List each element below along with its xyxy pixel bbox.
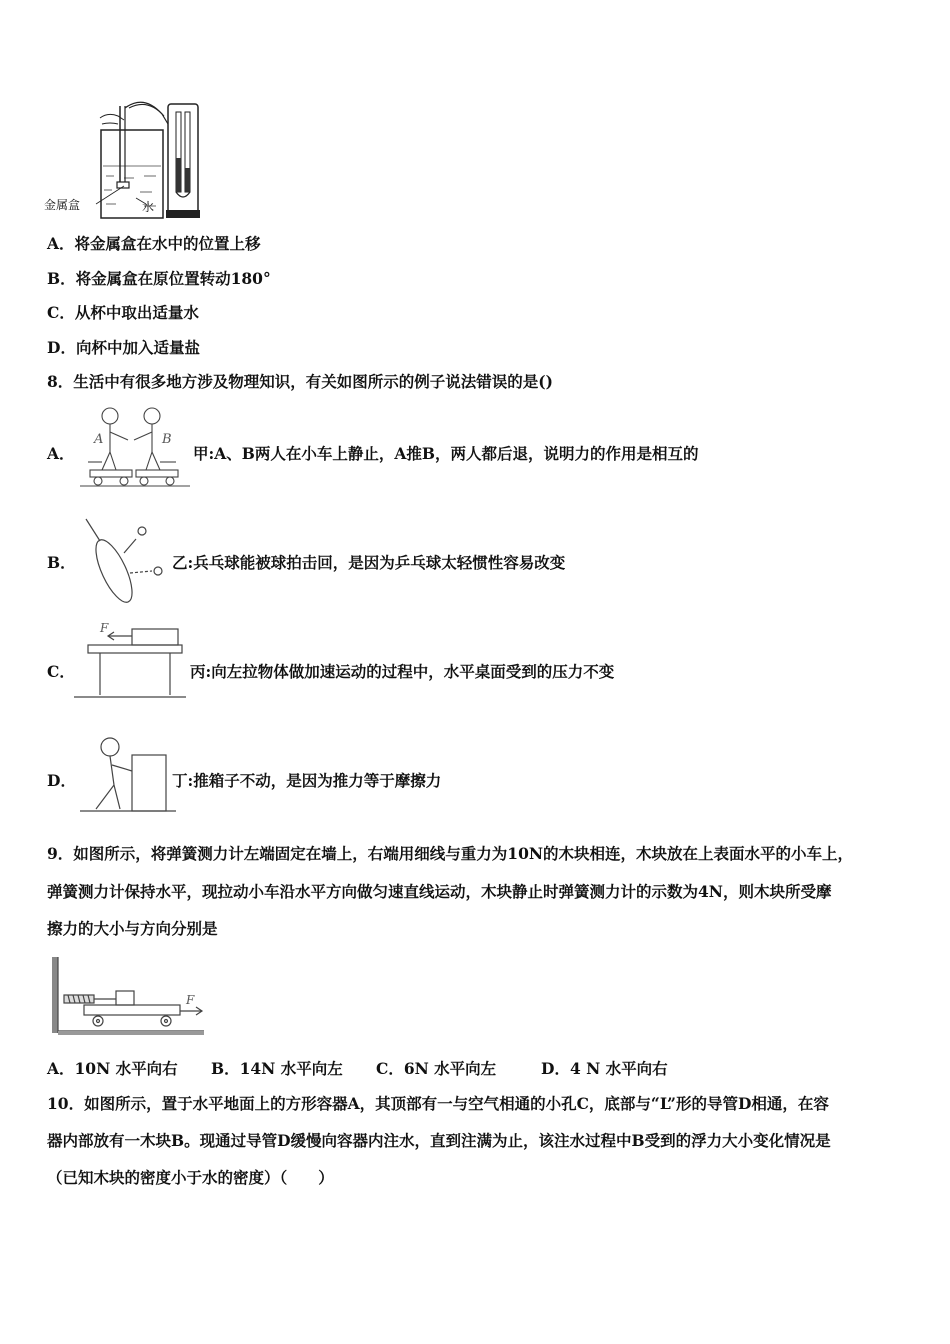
label-water: 水 (142, 200, 155, 214)
q10-stem-line-1: 10．如图所示，置于水平地面上的方形容器A，其顶部有一与空气相通的小孔C，底部与“L”形的导管D相通，在容 (47, 1094, 829, 1113)
q8-option-c-letter: C． (47, 662, 75, 681)
q8-figure-bing (74, 621, 186, 703)
fig-label-a: A (94, 432, 104, 447)
q8-option-b-text: 乙:兵乓球能被球拍击回，是因为乒乓球太轻惯性容易改变 (172, 553, 566, 572)
fig-label-b: B (162, 432, 172, 447)
label-metal-box: 金属盒 (44, 198, 81, 212)
q7-option-a: A．将金属盒在水中的位置上移 (47, 234, 261, 253)
q9-stem-line-1: 9．如图所示，将弹簧测力计左端固定在墙上，右端用细线与重力为10N的木块相连，木块放在上表面水平的小车上， (47, 844, 854, 863)
q10-stem-line-3: （已知木块的密度小于水的密度）（ ） (47, 1168, 334, 1187)
q9-option-b: B．14N 水平向左 (211, 1059, 343, 1078)
q7-pressure-figure (44, 98, 214, 223)
q9-option-a: A．10N 水平向右 (47, 1059, 178, 1078)
q8-option-d-text: 丁:推箱子不动，是因为推力等于摩擦力 (172, 771, 442, 790)
q8-option-a-letter: A． (47, 444, 75, 463)
q8-figure-ding (80, 735, 176, 817)
q10-stem-line-2: 器内部放有一木块B。现通过导管D缓慢向容器内注水，直到注满为止，该注水过程中B受到的浮力大小变化情况是 (47, 1131, 831, 1150)
q9-option-c: C．6N 水平向左 (376, 1059, 497, 1078)
q9-stem-line-3: 擦力的大小与方向分别是 (47, 919, 218, 938)
q7-option-d: D．向杯中加入适量盐 (47, 338, 200, 357)
q8-figure-jia (80, 402, 190, 492)
q8-option-a-text: 甲:A、B两人在小车上静止，A推B，两人都后退，说明力的作用是相互的 (193, 444, 699, 463)
q9-spring-cart-figure (50, 955, 206, 1037)
q7-option-c: C．从杯中取出适量水 (47, 303, 199, 322)
q8-stem: 8．生活中有很多地方涉及物理知识，有关如图所示的例子说法错误的是() (47, 372, 553, 391)
fig-label-f-c: F (100, 621, 109, 635)
fig-label-f-q9: F (186, 993, 195, 1007)
q9-option-d: D．4 N 水平向右 (541, 1059, 668, 1078)
q9-stem-line-2: 弹簧测力计保持水平，现拉动小车沿水平方向做匀速直线运动，木块静止时弹簧测力计的示数为4N，则木块所受摩 (47, 882, 832, 901)
q8-option-c-text: 丙:向左拉物体做加速运动的过程中，水平桌面受到的压力不变 (190, 662, 615, 681)
q8-option-d-letter: D． (47, 771, 76, 790)
q8-figure-yi (84, 515, 174, 610)
q7-option-b: B．将金属盒在原位置转动180° (47, 269, 271, 288)
q8-option-b-letter: B． (47, 553, 76, 572)
